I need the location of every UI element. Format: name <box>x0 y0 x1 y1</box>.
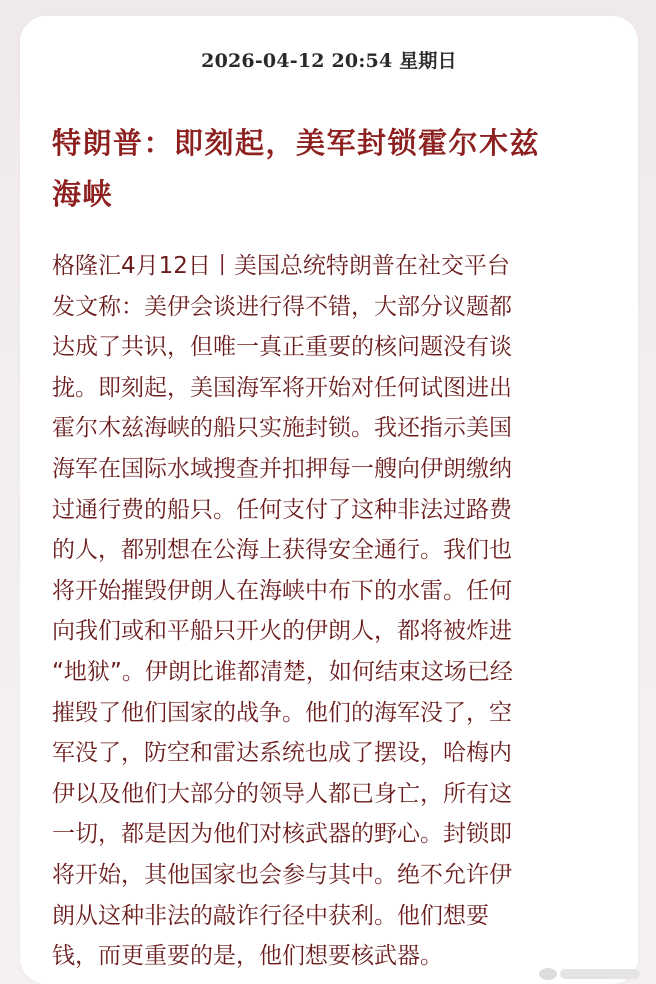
body-line: 伊以及他们大部分的领导人都已身亡，所有这 <box>52 780 512 807</box>
body-line: 的人，都别想在公海上获得安全通行。我们也 <box>52 537 512 564</box>
title-line: 特朗普：即刻起，美军封锁霍尔木兹 <box>52 126 541 160</box>
article-body <box>52 246 598 977</box>
article-title <box>52 118 600 220</box>
watermark-logo-icon <box>539 968 557 980</box>
body-line: 钱，而更重要的是，他们想要核武器。 <box>52 943 443 970</box>
body-line: 达成了共识，但唯一真正重要的核问题没有谈 <box>52 334 512 361</box>
body-line: 将开始摧毁伊朗人在海峡中布下的水雷。任何 <box>52 577 512 604</box>
title-line: 海峡 <box>52 177 114 211</box>
watermark <box>539 968 640 980</box>
body-line: 一切，都是因为他们对核武器的野心。封锁即 <box>52 821 512 848</box>
body-line: 霍尔木兹海峡的船只实施封锁。我还指示美国 <box>52 415 512 442</box>
body-line: 发文称：美伊会谈进行得不错，大部分议题都 <box>52 293 512 320</box>
watermark-text-blur <box>560 969 640 979</box>
body-line: 向我们或和平船只开火的伊朗人，都将被炸进 <box>52 618 512 645</box>
body-line: 军没了，防空和雷达系统也成了摆设，哈梅内 <box>52 740 512 767</box>
body-line: 将开始，其他国家也会参与其中。绝不允许伊 <box>52 861 512 888</box>
body-line: “地狱”。伊朗比谁都清楚，如何结束这场已经 <box>52 658 513 685</box>
body-line: 摧毁了他们国家的战争。他们的海军没了，空 <box>52 699 512 726</box>
body-line: 朗从这种非法的敲诈行径中获利。他们想要 <box>52 902 489 929</box>
body-line: 拢。即刻起，美国海军将开始对任何试图进出 <box>52 374 512 401</box>
article-card <box>20 16 638 984</box>
body-line: 过通行费的船只。任何支付了这种非法过路费 <box>52 496 512 523</box>
body-line: 格隆汇4月12日丨美国总统特朗普在社交平台 <box>52 253 510 279</box>
body-line: 海军在国际水域搜查并扣押每一艘向伊朗缴纳 <box>52 455 512 482</box>
article-date: 2026-04-12 20:54 星期日 <box>201 50 457 72</box>
